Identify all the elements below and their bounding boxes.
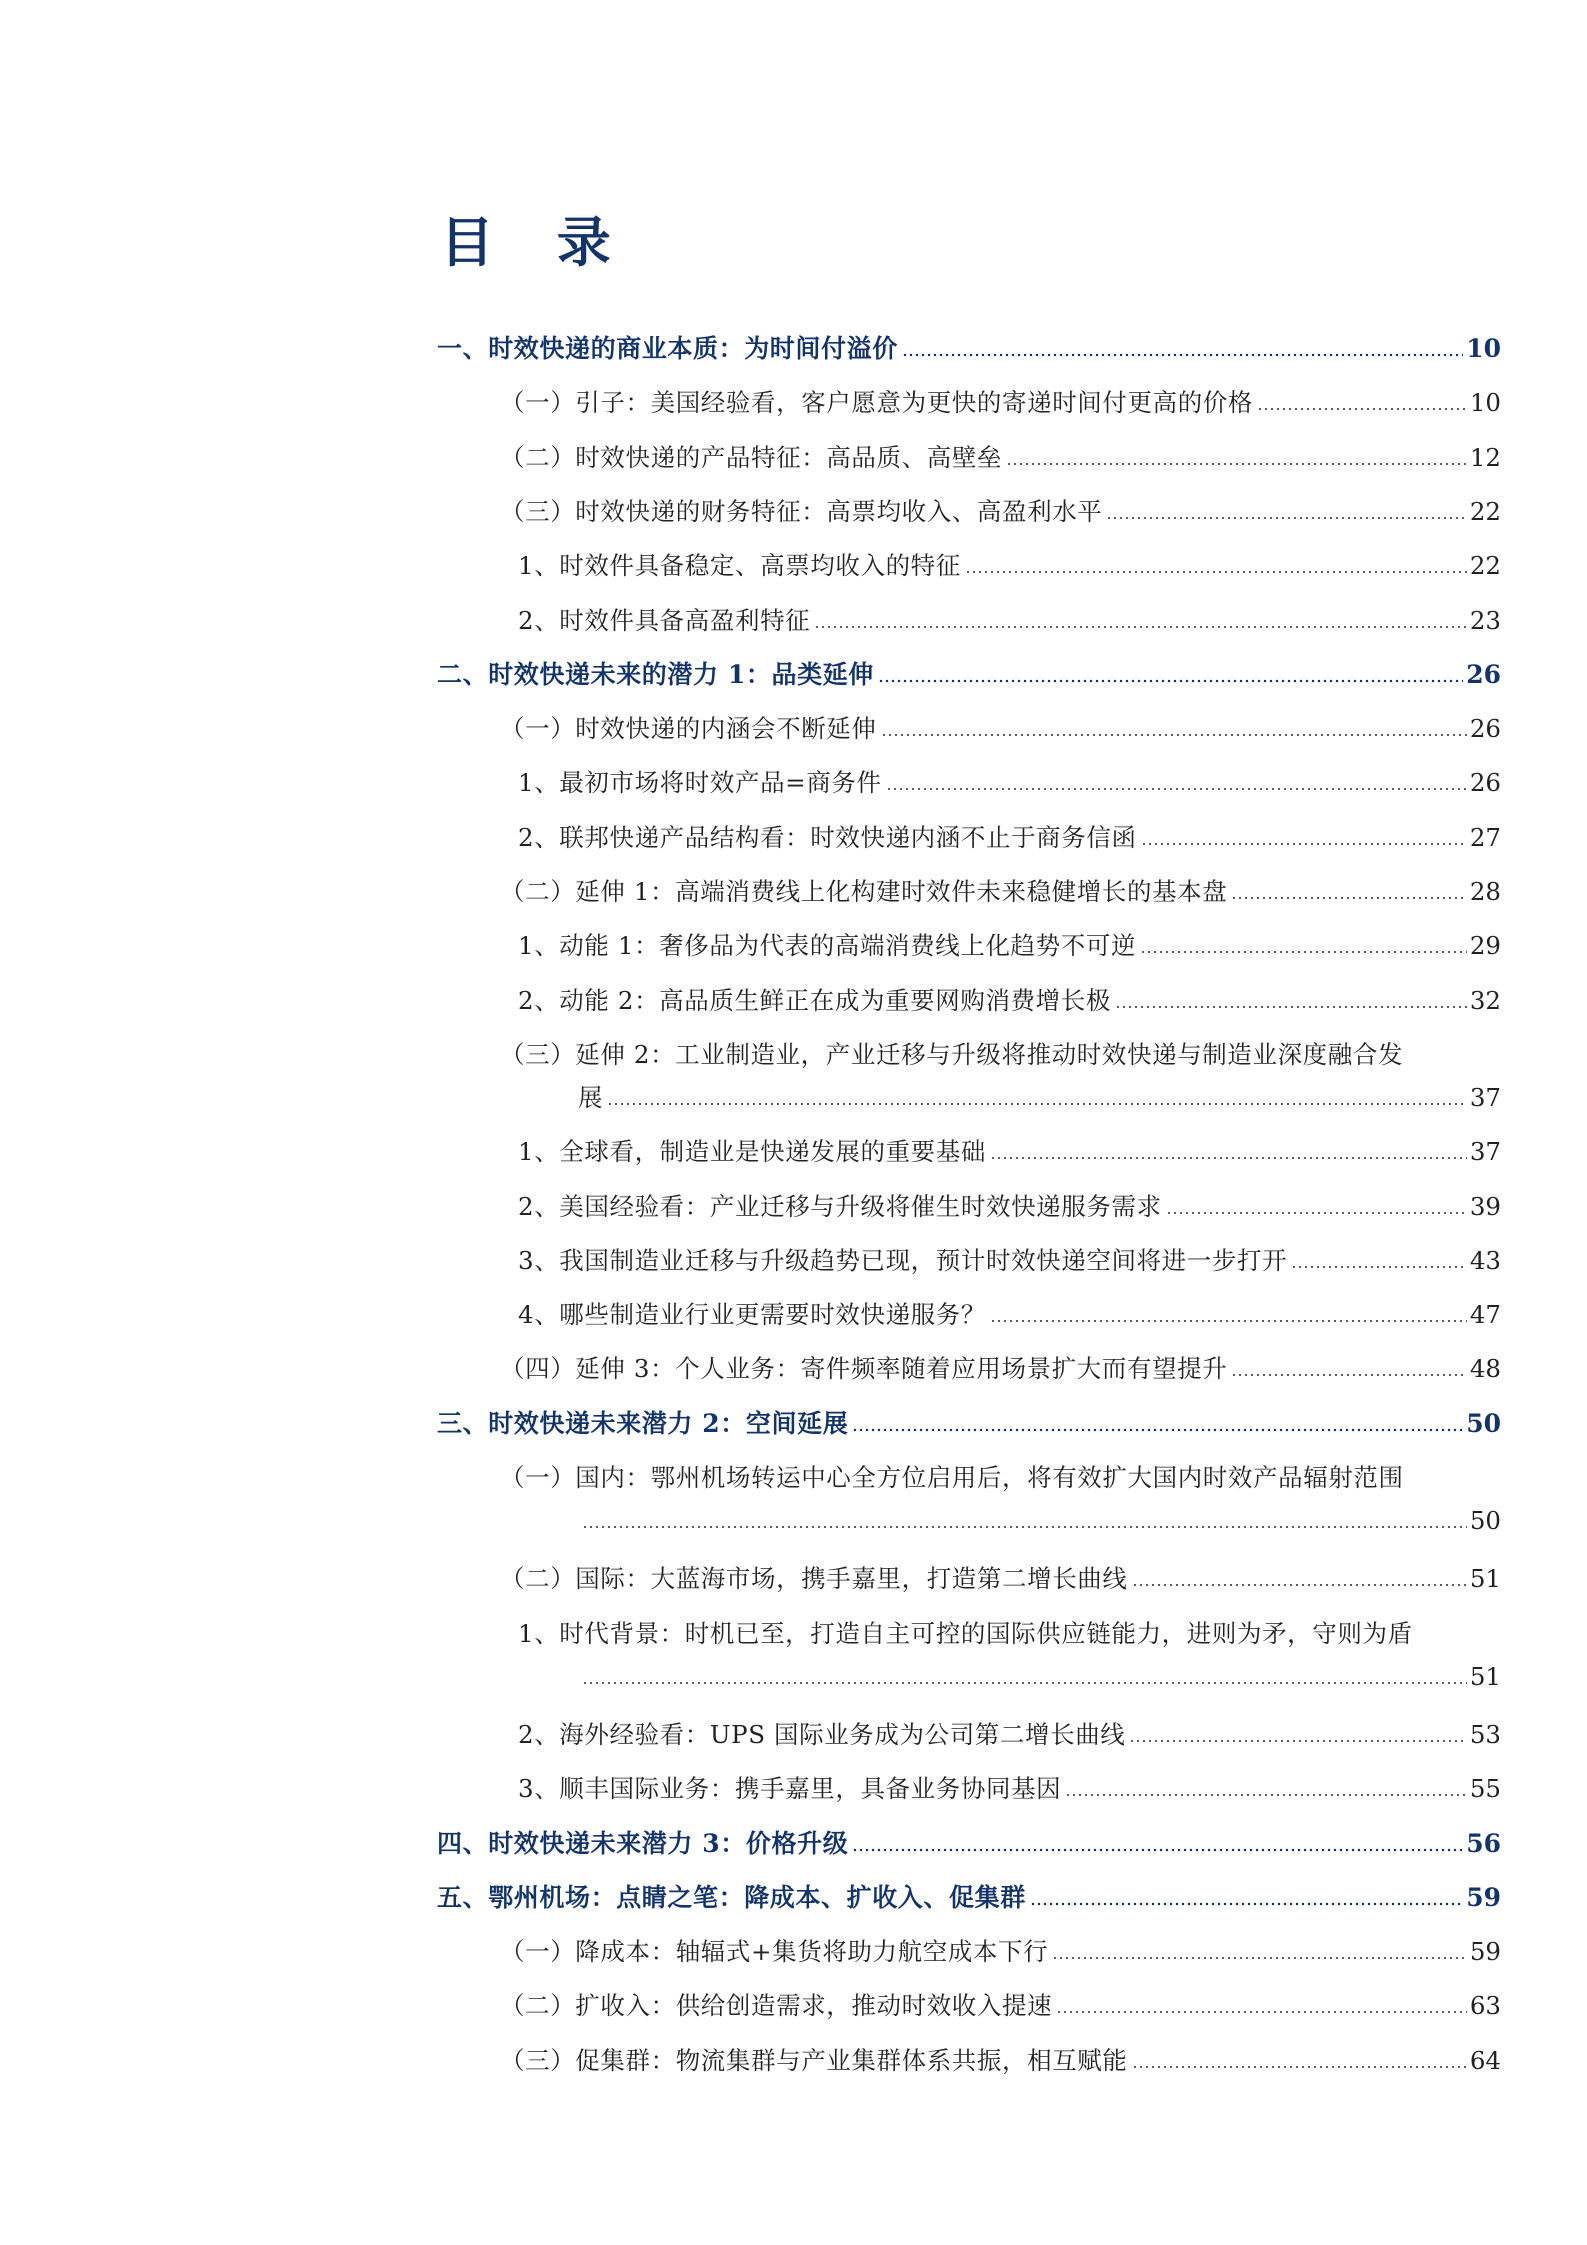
toc-entry[interactable] <box>518 1129 1501 1167</box>
toc-leader-dots <box>582 1525 1467 1529</box>
toc-entry-line1[interactable] <box>518 1611 1501 1649</box>
toc-page-number: 43 <box>1469 1245 1501 1275</box>
toc-leader-dots <box>1052 1956 1467 1960</box>
toc-entry-label: （三）时效快递的财务特征：高票均收入、高盈利水平 <box>500 496 1103 526</box>
toc-entry-label: 五、鄂州机场：点睛之笔：降成本、扩收入、促集群 <box>437 1882 1026 1912</box>
toc-entry[interactable] <box>518 923 1501 961</box>
toc-leader-dots <box>1231 1373 1466 1377</box>
toc-leader-dots <box>965 570 1467 574</box>
toc-entry[interactable] <box>500 1346 1501 1384</box>
toc-page-number: 55 <box>1469 1774 1501 1804</box>
toc-page-number: 51 <box>1469 1661 1501 1691</box>
toc-entry-label: 2、美国经验看：产业迁移与升级将催生时效快递服务需求 <box>518 1191 1162 1221</box>
toc-entry-line2[interactable] <box>578 1075 1501 1113</box>
toc-page-number: 28 <box>1469 877 1501 906</box>
toc-entry[interactable] <box>518 978 1501 1016</box>
toc-entry-continuation: 展 <box>578 1082 604 1112</box>
toc-entry[interactable] <box>437 1821 1501 1859</box>
toc-entry[interactable] <box>518 1238 1501 1276</box>
toc-entry-label: 3、顺丰国际业务：携手嘉里，具备业务协同基因 <box>518 1774 1062 1804</box>
toc-leader-dots <box>814 625 1467 629</box>
toc-entry-label: （三）延伸 2：工业制造业，产业迁移与升级将推动时效快递与制造业深度融合发 <box>500 1039 1404 1069</box>
toc-page-number: 10 <box>1469 388 1501 418</box>
toc-leader-dots <box>607 1102 1467 1106</box>
toc-entry[interactable] <box>500 869 1501 907</box>
toc-leader-dots <box>1132 2065 1467 2069</box>
toc-entry-label: （一）时效快递的内涵会不断延伸 <box>500 714 877 744</box>
toc-entry-line2[interactable] <box>578 1654 1501 1692</box>
toc-page-number: 59 <box>1469 1937 1501 1967</box>
toc-entry[interactable] <box>518 1292 1501 1330</box>
toc-entry-label: （二）延伸 1：高端消费线上化构建时效件未来稳健增长的基本盘 <box>500 877 1228 906</box>
toc-page-number: 37 <box>1469 1137 1501 1167</box>
toc-leader-dots <box>852 1428 1463 1432</box>
toc-leader-dots <box>1231 896 1466 900</box>
toc-leader-dots <box>990 1156 1467 1160</box>
toc-entry-line2[interactable] <box>578 1498 1501 1536</box>
toc-leader-dots <box>1141 842 1467 846</box>
toc-leader-dots <box>1115 1005 1467 1009</box>
toc-entry-label: （三）促集群：物流集群与产业集群体系共振，相互赋能 <box>500 2045 1128 2075</box>
toc-page-number: 12 <box>1469 442 1501 472</box>
toc-leader-dots <box>1291 1265 1467 1269</box>
toc-entry[interactable] <box>518 1766 1501 1804</box>
toc-entry[interactable] <box>518 543 1501 581</box>
toc-leader-dots <box>1056 2010 1467 2014</box>
toc-page-number: 22 <box>1469 496 1501 526</box>
toc-entry-label: 2、时效件具备高盈利特征 <box>518 605 811 635</box>
toc-entry-label: 1、时效件具备稳定、高票均收入的特征 <box>518 551 961 581</box>
toc-leader-dots <box>1006 462 1467 466</box>
toc-page-number: 10 <box>1466 334 1501 363</box>
toc-page-number: 26 <box>1469 768 1501 798</box>
toc-entry[interactable] <box>500 706 1501 744</box>
toc-entry[interactable] <box>500 1556 1501 1594</box>
toc-page-number: 37 <box>1469 1082 1501 1112</box>
toc-entry-label: 2、动能 2：高品质生鲜正在成为重要网购消费增长极 <box>518 985 1111 1015</box>
toc-page-number: 53 <box>1469 1719 1501 1749</box>
toc-page-number: 23 <box>1469 605 1501 635</box>
toc-entry[interactable] <box>518 760 1501 798</box>
toc-page-number: 64 <box>1469 2045 1501 2075</box>
toc-entry-label: （一）引子：美国经验看，客户愿意为更快的寄递时间付更高的价格 <box>500 388 1253 418</box>
toc-page-number: 63 <box>1469 1991 1501 2021</box>
toc-entry-label: 4、哪些制造业行业更需要时效快递服务？ <box>518 1300 986 1330</box>
toc-entry[interactable] <box>518 815 1501 853</box>
toc-entry[interactable] <box>518 1184 1501 1222</box>
toc-entry[interactable] <box>437 1401 1501 1439</box>
toc-page-number: 56 <box>1466 1828 1501 1858</box>
toc-entry-label: 1、最初市场将时效产品=商务件 <box>518 768 882 798</box>
toc-page-number: 39 <box>1469 1191 1501 1221</box>
toc-leader-dots <box>582 1681 1467 1685</box>
toc-entry[interactable] <box>437 1875 1501 1913</box>
toc-entry[interactable] <box>437 652 1501 690</box>
toc-page-number: 47 <box>1469 1300 1501 1330</box>
toc-page-number: 50 <box>1469 1506 1501 1535</box>
toc-entry-label: 1、全球看，制造业是快递发展的重要基础 <box>518 1137 986 1167</box>
toc-entry-label: 2、海外经验看：UPS 国际业务成为公司第二增长曲线 <box>518 1719 1126 1749</box>
toc-entry-label: （四）延伸 3：个人业务：寄件频率随着应用场景扩大而有望提升 <box>500 1354 1228 1384</box>
toc-leader-dots <box>1166 1211 1467 1215</box>
toc-leader-dots <box>902 353 1463 357</box>
toc-leader-dots <box>852 1848 1463 1852</box>
toc-leader-dots <box>990 1319 1467 1323</box>
toc-page-number: 27 <box>1469 822 1501 852</box>
toc-leader-dots <box>1140 950 1467 954</box>
toc-title: 目 录 <box>440 210 633 274</box>
toc-leader-dots <box>1106 516 1466 520</box>
toc-leader-dots <box>878 679 1463 683</box>
toc-page-number: 26 <box>1466 659 1501 689</box>
toc-page-number: 48 <box>1469 1354 1501 1384</box>
toc-entry-label: （一）国内：鄂州机场转运中心全方位启用后，将有效扩大国内时效产品辐射范围 <box>500 1463 1404 1492</box>
toc-leader-dots <box>1132 1583 1467 1587</box>
toc-entry-label: 1、动能 1：奢侈品为代表的高端消费线上化趋势不可逆 <box>518 931 1137 961</box>
toc-page-number: 29 <box>1469 931 1501 961</box>
toc-page-number: 22 <box>1469 551 1501 581</box>
toc-leader-dots <box>1030 1902 1463 1906</box>
toc-entry-label: （二）扩收入：供给创造需求，推动时效收入提速 <box>500 1991 1053 2021</box>
toc-entry-label: （二）国际：大蓝海市场，携手嘉里，打造第二增长曲线 <box>500 1564 1128 1594</box>
toc-page-number: 59 <box>1466 1882 1501 1912</box>
toc-entry[interactable] <box>500 380 1501 418</box>
toc-entry-label: 四、时效快递未来潜力 3：价格升级 <box>437 1828 849 1858</box>
toc-entry[interactable] <box>518 1712 1501 1750</box>
toc-leader-dots <box>1129 1739 1466 1743</box>
toc-entry[interactable] <box>500 489 1501 527</box>
toc-entry[interactable] <box>500 1983 1501 2021</box>
toc-entry[interactable] <box>500 2038 1501 2076</box>
toc-entry-label: 二、时效快递未来的潜力 1：品类延伸 <box>437 659 874 689</box>
toc-leader-dots <box>1257 407 1467 411</box>
toc-entry-label: 三、时效快递未来潜力 2：空间延展 <box>437 1408 849 1438</box>
toc-page-number: 50 <box>1466 1408 1501 1438</box>
toc-page-number: 32 <box>1469 985 1501 1015</box>
toc-entry-line1[interactable] <box>500 1032 1501 1070</box>
toc-entry-label: 1、时代背景：时机已至，打造自主可控的国际供应链能力，进则为矛，守则为盾 <box>518 1618 1413 1648</box>
toc-entry-label: （一）降成本：轴辐式+集货将助力航空成本下行 <box>500 1937 1049 1967</box>
toc-entry-label: 一、时效快递的商业本质：为时间付溢价 <box>437 334 898 363</box>
toc-entry[interactable] <box>518 598 1501 636</box>
toc-page-number: 51 <box>1469 1564 1501 1594</box>
toc-entry-label: 3、我国制造业迁移与升级趋势已现，预计时效快递空间将进一步打开 <box>518 1245 1288 1275</box>
toc-entry[interactable] <box>500 1929 1501 1967</box>
toc-leader-dots <box>886 787 1467 791</box>
toc-entry-line1[interactable] <box>500 1455 1501 1493</box>
toc-leader-dots <box>1065 1793 1467 1797</box>
toc-leader-dots <box>881 733 1467 737</box>
toc-page-number: 26 <box>1469 714 1501 744</box>
toc-entry-label: （二）时效快递的产品特征：高品质、高壁垒 <box>500 442 1002 472</box>
toc-entry[interactable] <box>500 435 1501 473</box>
toc-entry[interactable] <box>437 326 1501 364</box>
toc-entry-label: 2、联邦快递产品结构看：时效快递内涵不止于商务信函 <box>518 822 1137 852</box>
